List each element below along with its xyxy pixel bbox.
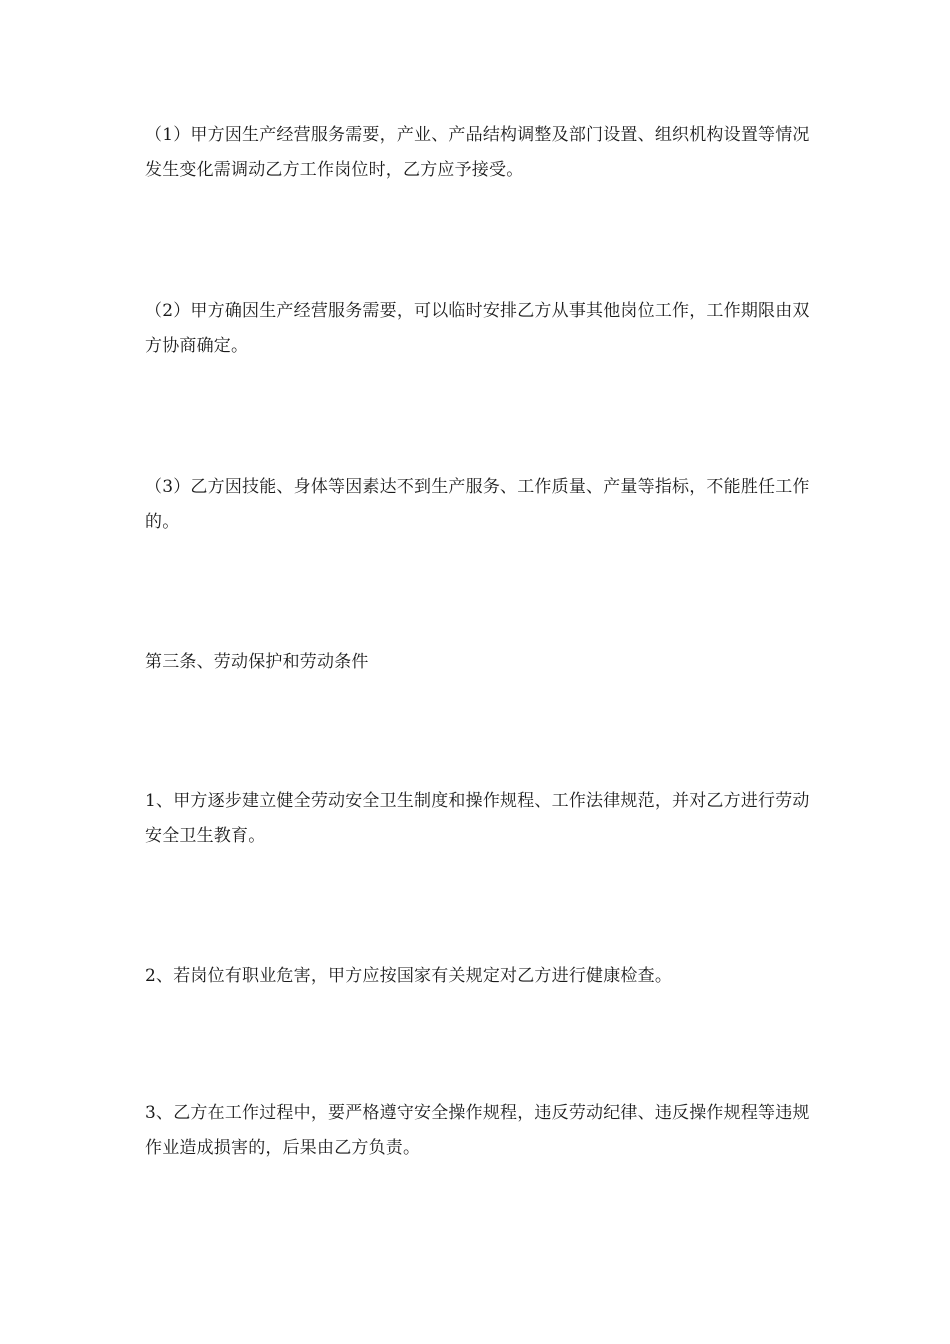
paragraph-item-1: 1、甲方逐步建立健全劳动安全卫生制度和操作规程、工作法律规范，并对乙方进行劳动安全卫生教育。 [145, 791, 810, 846]
paragraph-item-2: 2、若岗位有职业危害，甲方应按国家有关规定对乙方进行健康检查。 [145, 966, 673, 986]
paragraph-clause-3: （3）乙方因技能、身体等因素达不到生产服务、工作质量、产量等指标，不能胜任工作的。 [145, 477, 810, 532]
paragraph-clause-2: （2）甲方确因生产经营服务需要，可以临时安排乙方从事其他岗位工作，工作期限由双方协商确定。 [145, 301, 810, 356]
paragraph-clause-1: （1）甲方因生产经营服务需要，产业、产品结构调整及部门设置、组织机构设置等情况发生变化需调动乙方工作岗位时，乙方应予接受。 [145, 125, 810, 180]
paragraph-item-3: 3、乙方在工作过程中，要严格遵守安全操作规程，违反劳动纪律、违反操作规程等违规作业造成损害的，后果由乙方负责。 [145, 1103, 810, 1158]
section-heading-article-3: 第三条、劳动保护和劳动条件 [145, 652, 369, 672]
